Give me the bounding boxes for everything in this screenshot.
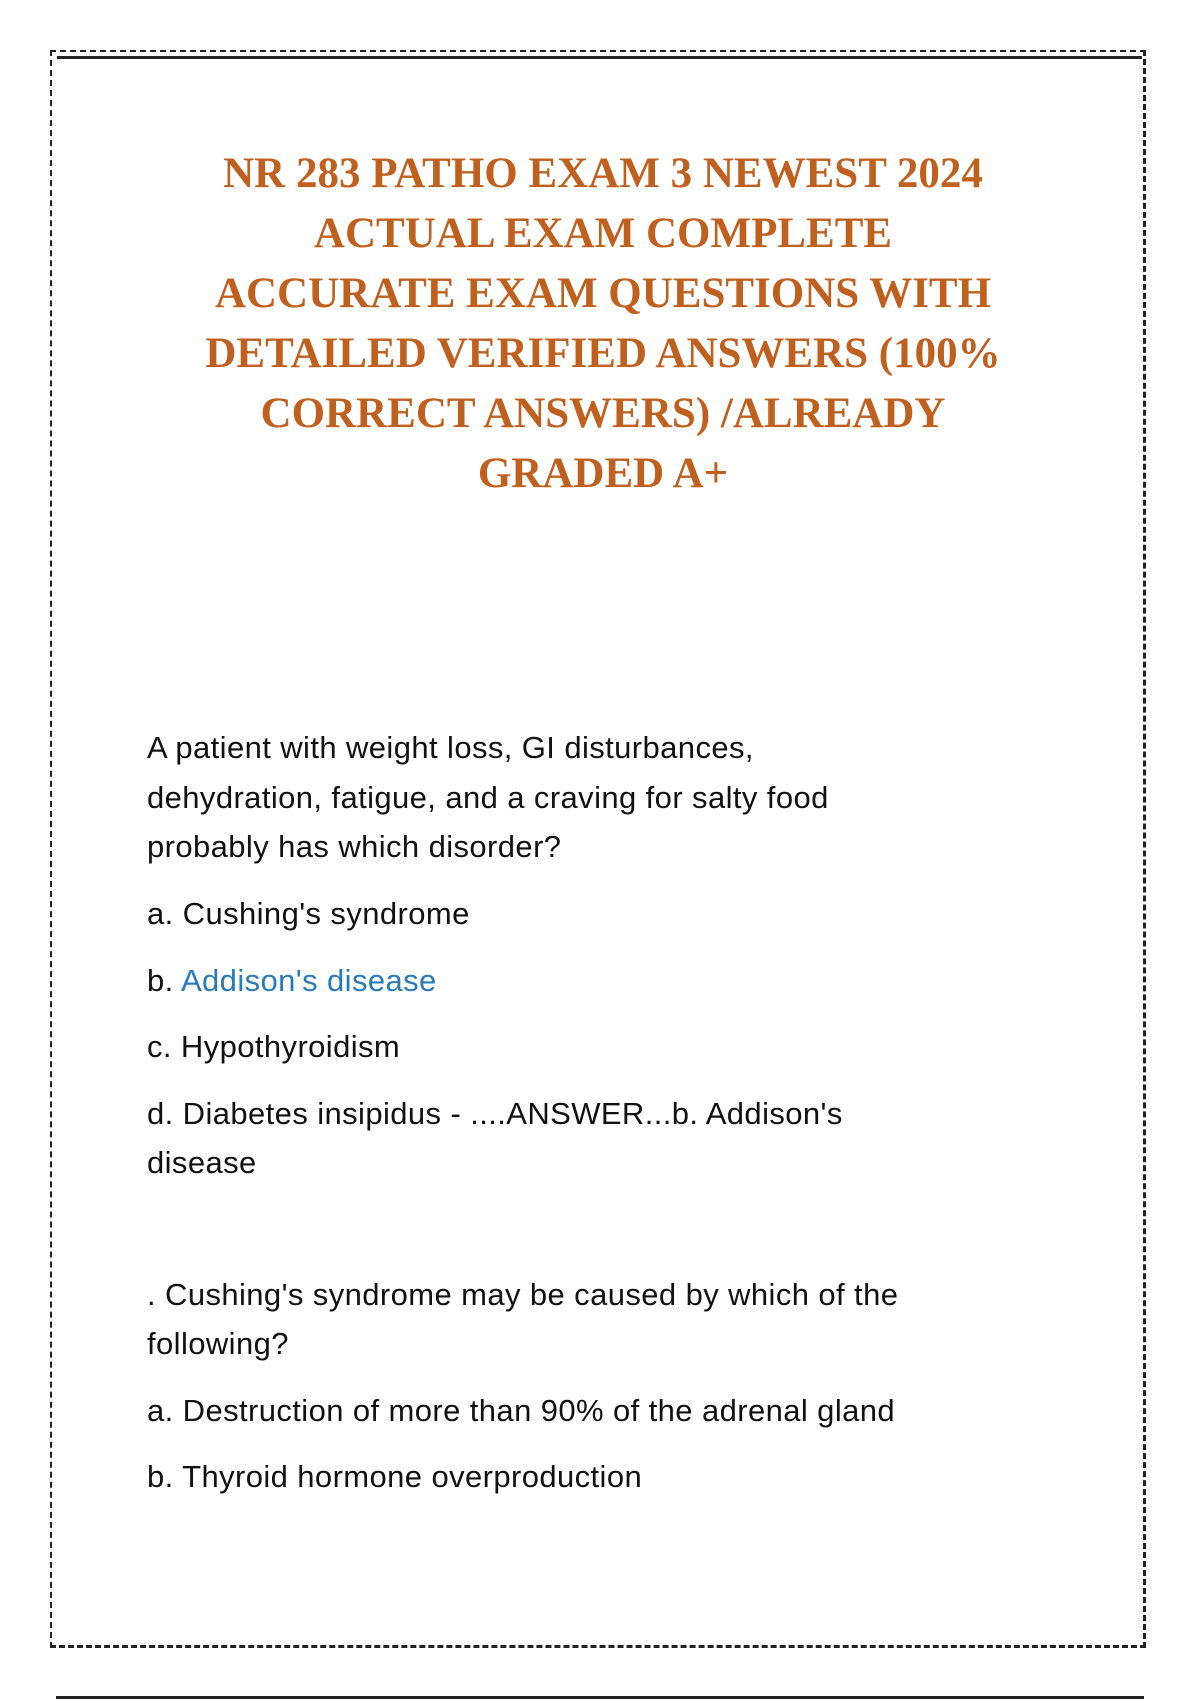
title-line: GRADED A+ <box>477 450 729 497</box>
option-b: b. Thyroid hormone overproduction <box>147 1459 643 1494</box>
question-2-line: following? <box>147 1326 289 1361</box>
option-a: a. Cushing's syndrome <box>147 896 470 931</box>
title-line: NR 283 PATHO EXAM 3 NEWEST 2024 <box>223 150 983 197</box>
option-b-prefix: b. <box>147 963 181 998</box>
option-d-answer: d. Diabetes insipidus - ....ANSWER...b. Addison's <box>147 1096 843 1131</box>
question-1-line: probably has which disorder? <box>147 829 562 864</box>
question-1-line: dehydration, fatigue, and a craving for salty food <box>147 780 829 815</box>
title-line: ACTUAL EXAM COMPLETE <box>313 210 893 257</box>
option-a: a. Destruction of more than 90% of the adrenal gland <box>147 1393 896 1428</box>
title-line: DETAILED VERIFIED ANSWERS (100% <box>205 330 1001 377</box>
header-rule <box>57 56 1142 59</box>
title-line: ACCURATE EXAM QUESTIONS WITH <box>214 270 992 317</box>
title-line: CORRECT ANSWERS) /ALREADY <box>260 390 946 437</box>
option-d-answer-cont: disease <box>147 1145 257 1180</box>
document-title <box>100 144 1106 504</box>
question-2-line: . Cushing's syndrome may be caused by which of the <box>147 1277 899 1312</box>
option-c: c. Hypothyroidism <box>147 1029 401 1064</box>
question-1-line: A patient with weight loss, GI disturbances, <box>147 730 754 765</box>
footer-rule <box>56 1696 1144 1699</box>
option-b <box>147 963 437 999</box>
highlighted-answer: Addison's disease <box>180 963 437 998</box>
